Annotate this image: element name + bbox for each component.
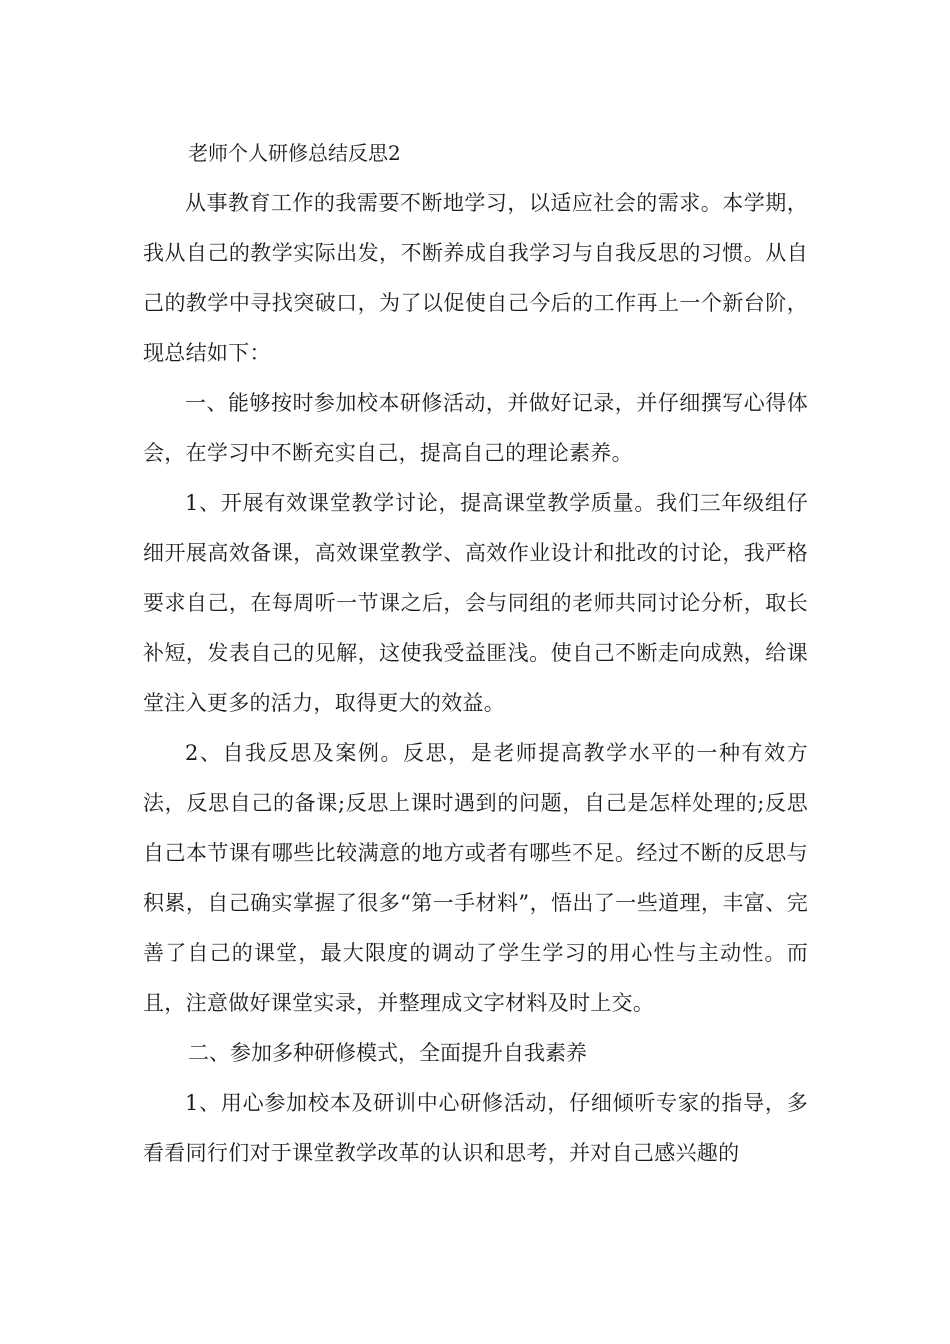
item-two-paragraph: 2、自我反思及案例。反思，是老师提高教学水平的一种有效方法，反思自己的备课;反思上课时遇到的问题，自己是怎样处理的;反思自己本节课有哪些比较满意的地方或者有哪些不足。经过不断的反思与积累，自己确实掌握了很多“第一手材料”，悟出了一些道理，丰富、完善了自己的课堂，最大限度的调动了学生学习的用心性与主动性。而且，注意做好课堂实录，并整理成文字材料及时上交。 <box>143 741 808 1015</box>
section-two-paragraph: 1、用心参加校本及研训中心研修活动，仔细倾听专家的指导，多看看同行们对于课堂教学改革的认识和思考，并对自己感兴趣的 <box>143 1091 808 1165</box>
document-page <box>143 130 808 1178</box>
item-one-paragraph: 1、开展有效课堂教学讨论，提高课堂教学质量。我们三年级组仔细开展高效备课，高效课堂教学、高效作业设计和批改的讨论，我严格要求自己，在每周听一节课之后，会与同组的老师共同讨论分析，取长补短，发表自己的见解，这使我受益匪浅。使自己不断走向成熟，给课堂注入更多的活力，取得更大的效益。 <box>143 491 808 715</box>
section-one-paragraph: 一、能够按时参加校本研修活动，并做好记录，并仔细撰写心得体会，在学习中不断充实自己，提高自己的理论素养。 <box>143 391 808 465</box>
section-two-title: 二、参加多种研修模式，全面提升自我素养 <box>188 1041 587 1065</box>
intro-paragraph: 从事教育工作的我需要不断地学习，以适应社会的需求。本学期，我从自己的教学实际出发，不断养成自我学习与自我反思的习惯。从自己的教学中寻找突破口，为了以促使自己今后的工作再上一个新台阶，现总结如下： <box>143 191 808 365</box>
document-title: 老师个人研修总结反思2 <box>188 141 401 165</box>
